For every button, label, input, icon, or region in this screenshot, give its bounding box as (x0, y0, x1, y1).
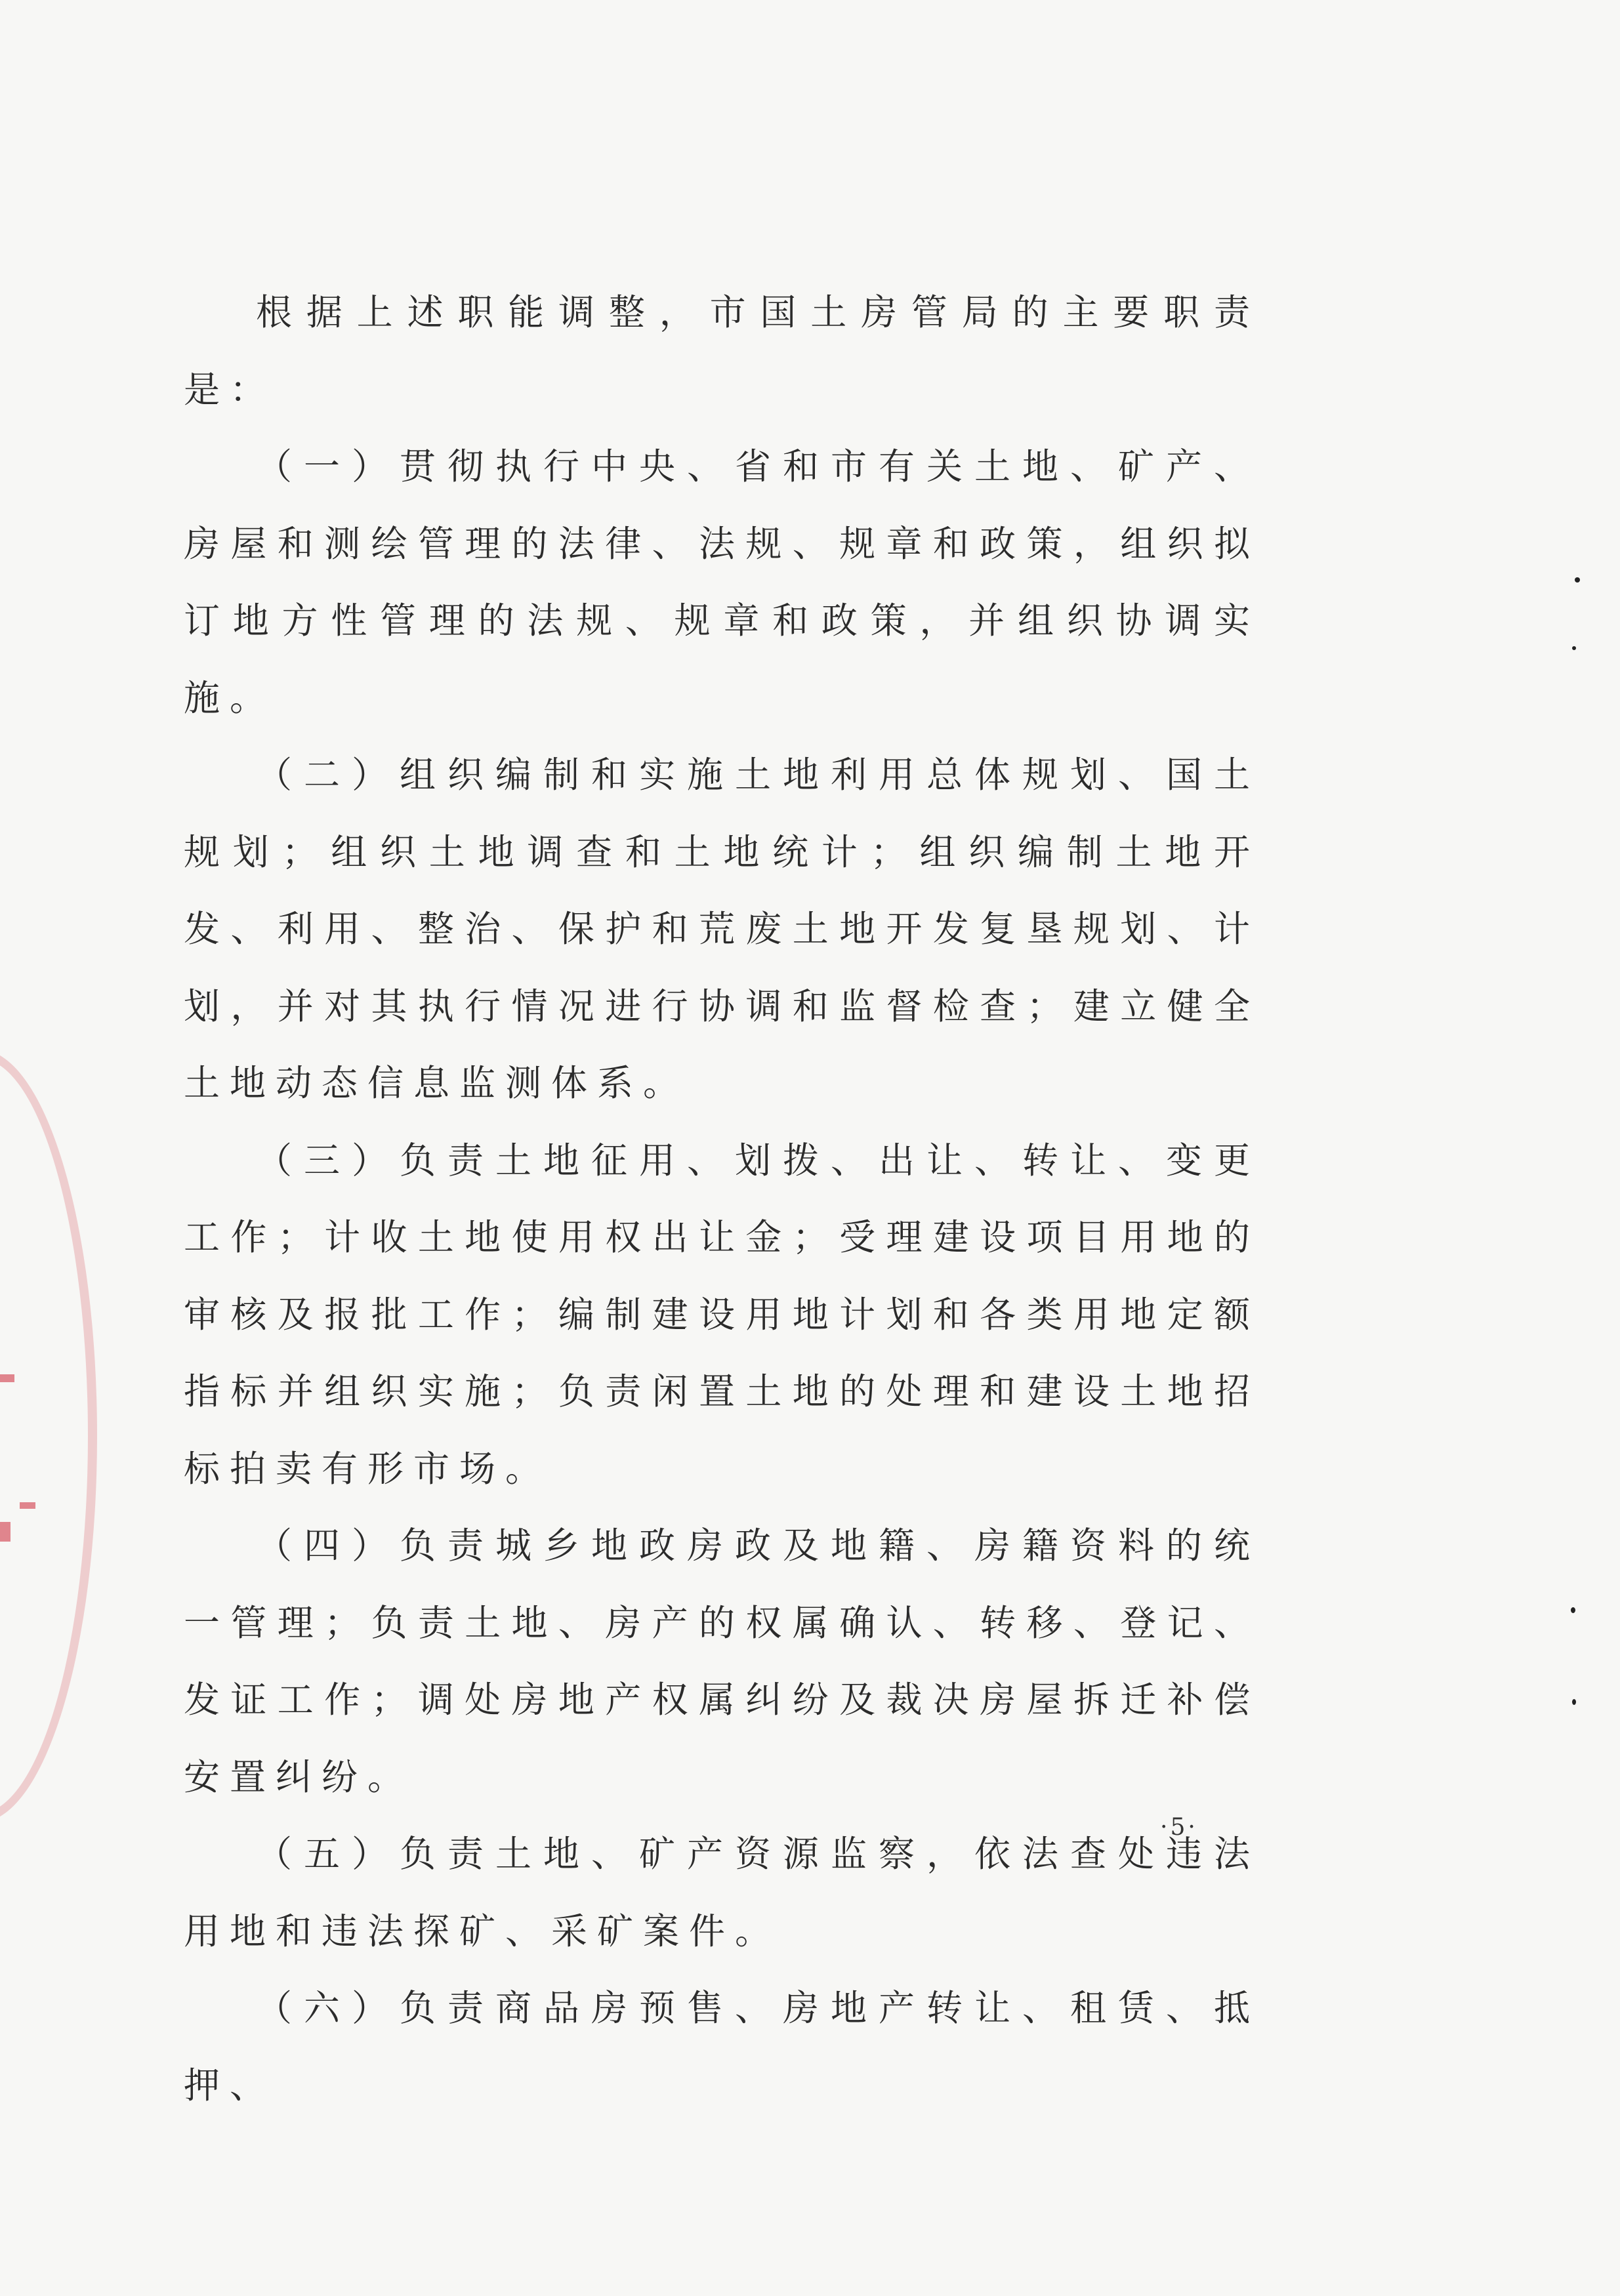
page-number: ·5· (1160, 1814, 1198, 1841)
stamp-mark (20, 1502, 35, 1509)
paragraph-6: （六）负责商品房预售、房地产转让、租赁、抵押、 (184, 1987, 1260, 2106)
scan-speck (1572, 646, 1576, 650)
stamp-mark (0, 1522, 10, 1542)
paragraph-intro: 根据上述职能调整，市国土房管局的主要职责是： (184, 291, 1260, 411)
paragraph-2: （二）组织编制和实施土地利用总体规划、国土规划；组织土地调查和土地统计；组织编制土地开发、利用、整治、保护和荒废土地开发复垦规划、计划，并对其执行情况进行协调和监督检查；建立健全土地动态信息监测体系。 (184, 754, 1260, 1104)
red-stamp-remnant (0, 1050, 97, 1822)
scan-speck (1571, 1607, 1575, 1613)
stamp-mark (0, 1374, 14, 1382)
paragraph-1: （一）贯彻执行中央、省和市有关土地、矿产、房屋和测绘管理的法律、法规、规章和政策，组织拟订地方性管理的法规、规章和政策，并组织协调实施。 (184, 445, 1260, 719)
body-text (184, 274, 1260, 2124)
paragraph-4: （四）负责城乡地政房政及地籍、房籍资料的统一管理；负责土地、房产的权属确认、转移、登记、发证工作；调处房地产权属纠纷及裁决房屋拆迁补偿安置纠纷。 (184, 1525, 1260, 1798)
scan-speck (1575, 577, 1580, 583)
paragraph-5: （五）负责土地、矿产资源监察，依法查处违法用地和违法探矿、采矿案件。 (184, 1833, 1260, 1952)
scan-speck (1572, 1699, 1576, 1705)
paragraph-3: （三）负责土地征用、划拨、出让、转让、变更工作；计收土地使用权出让金；受理建设项目用地的审核及报批工作；编制建设用地计划和各类用地定额指标并组织实施；负责闲置土地的处理和建设土地招标拍卖有形市场。 (184, 1139, 1260, 1490)
